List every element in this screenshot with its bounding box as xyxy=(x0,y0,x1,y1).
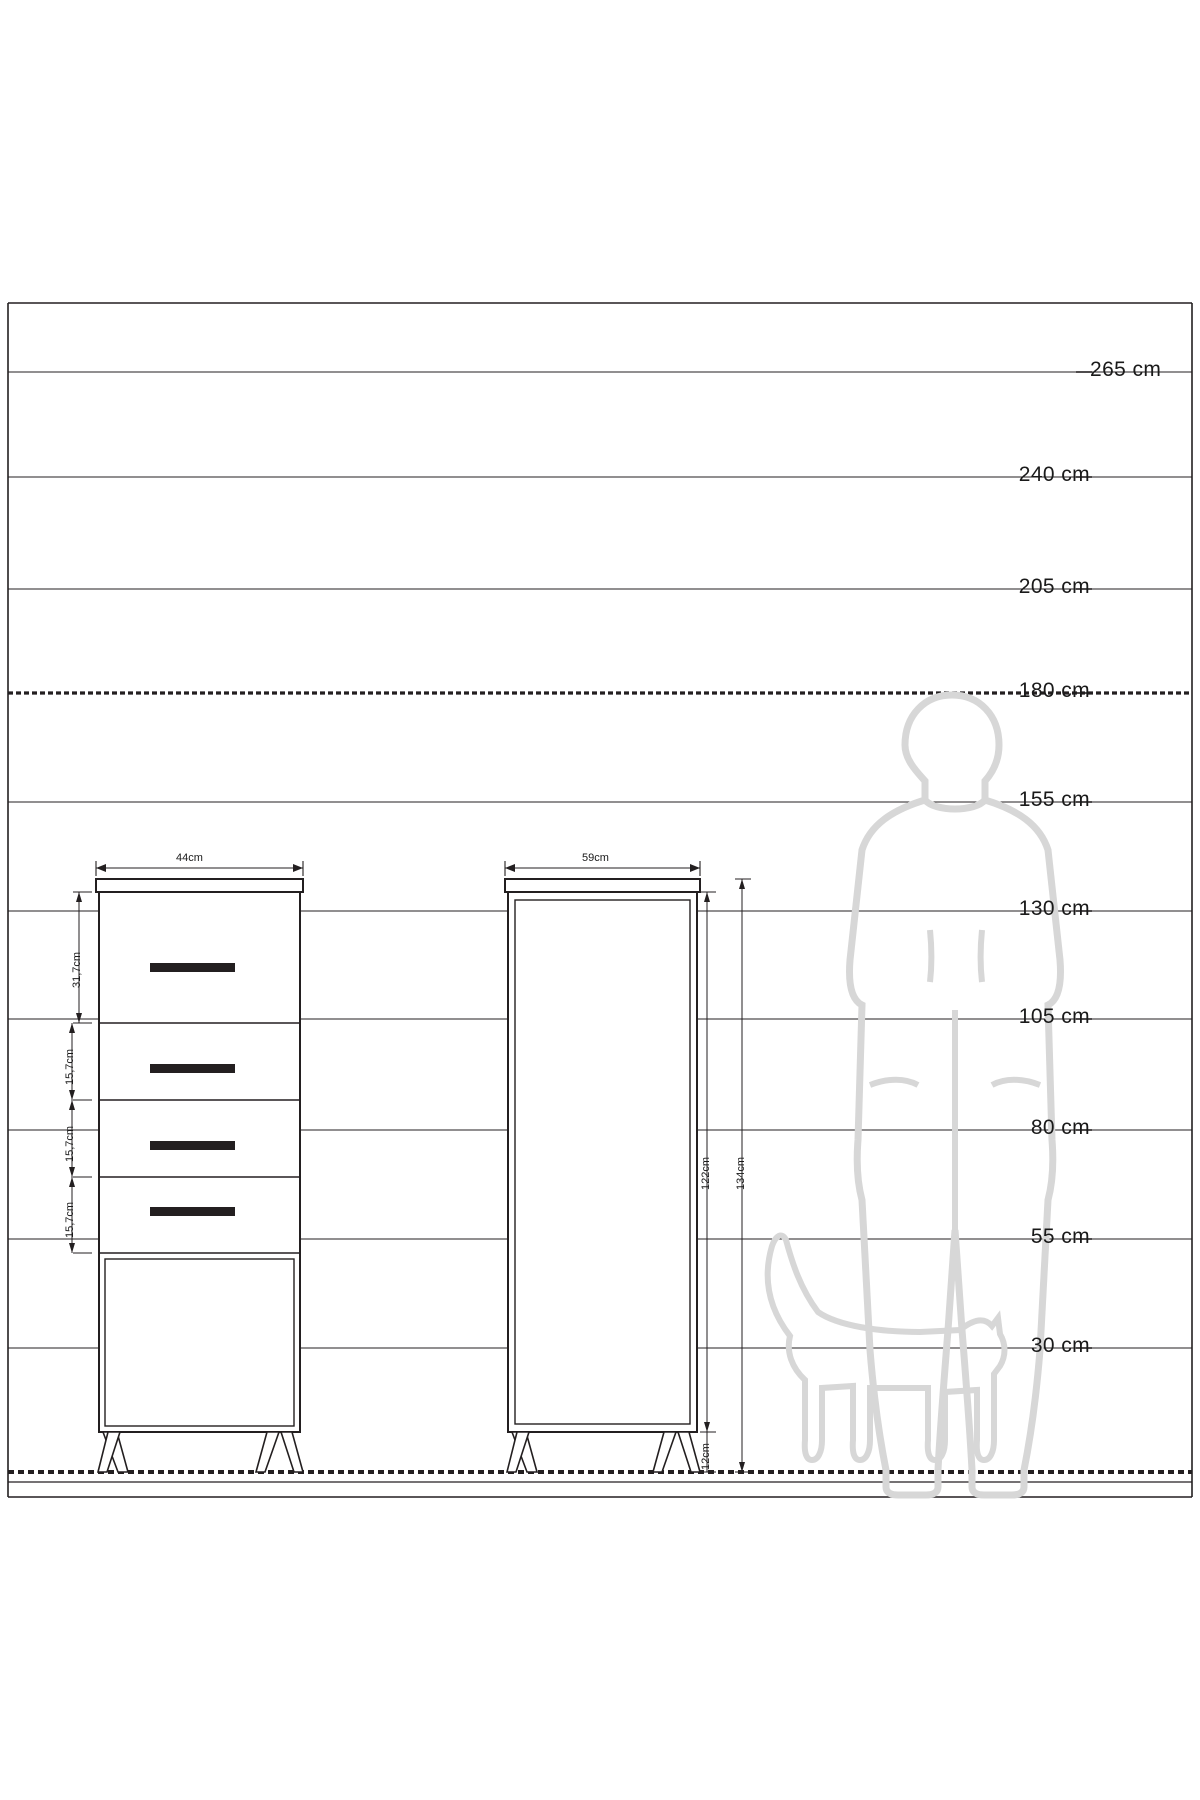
scale-ticks xyxy=(1076,372,1092,1348)
tall-cabinet-dim-12: 12cm xyxy=(700,1443,712,1470)
scale-label-80: 80 cm xyxy=(1030,1116,1090,1139)
diagram-canvas: 265 cm 240 cm 205 cm 180 cm 155 cm 130 cm 105 cm 80 cm 55 cm 30 cm 44cm 59cm 31,7cm 15,7cm 15,7cm 15,7cm 122cm 134cm 12cm xyxy=(0,0,1200,1800)
scale-label-130: 130 cm xyxy=(1018,897,1090,920)
scale-label-155: 155 cm xyxy=(1018,788,1090,811)
tall-cabinet-dim-122: 122cm xyxy=(700,1156,712,1190)
scale-label-105: 105 cm xyxy=(1018,1005,1090,1028)
tall-cabinet-dim-134: 134cm xyxy=(735,1156,747,1190)
drawer-dim-157-a: 15,7cm xyxy=(64,1048,76,1085)
drawer-dim-157-c: 15,7cm xyxy=(64,1201,76,1238)
human-silhouette xyxy=(850,695,1061,1495)
tall-cabinet xyxy=(505,861,1070,1472)
drawer-dim-157-b: 15,7cm xyxy=(64,1125,76,1162)
drawer-cabinet-width-label: 44cm xyxy=(176,852,203,864)
scale-label-55: 55 cm xyxy=(1030,1225,1090,1248)
tall-cabinet-width-label: 59cm xyxy=(582,852,609,864)
scale-label-30: 30 cm xyxy=(1030,1334,1090,1357)
scale-label-180: 180 cm xyxy=(1018,679,1090,702)
scale-label-240: 240 cm xyxy=(1018,463,1090,486)
scale-label-205: 205 cm xyxy=(1018,575,1090,598)
drawer-dim-317: 31,7cm xyxy=(71,951,83,988)
